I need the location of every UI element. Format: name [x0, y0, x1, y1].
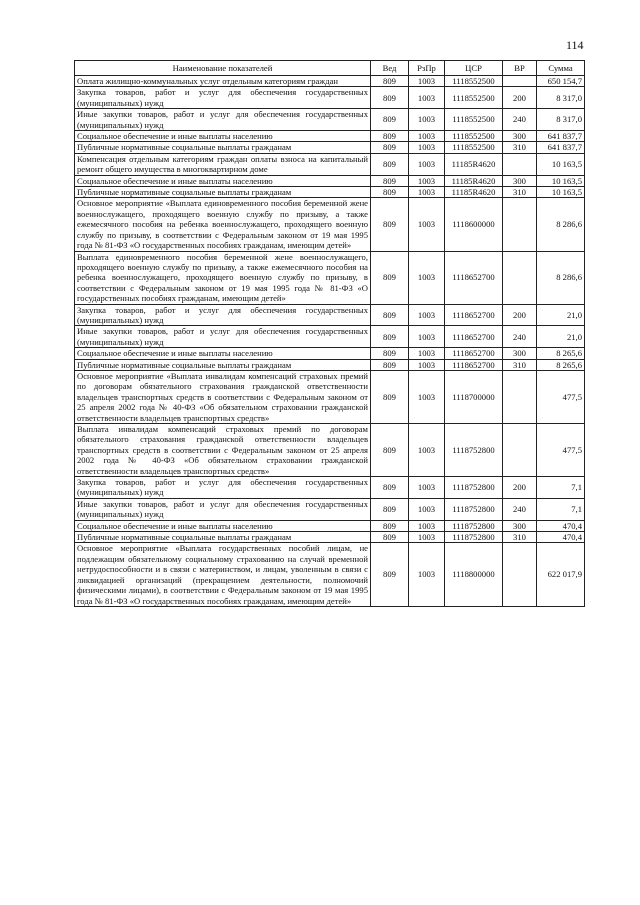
- table-row: [75, 520, 585, 531]
- cell-sum: 10 163,5: [537, 153, 585, 175]
- cell-sum: 8 265,6: [537, 348, 585, 359]
- cell-sum: 8 286,6: [537, 251, 585, 304]
- table-row: [75, 359, 585, 370]
- cell-rzpr: 1003: [409, 175, 445, 186]
- cell-csr: 1118800000: [445, 543, 503, 606]
- cell-rzpr: 1003: [409, 520, 445, 531]
- cell-ved: 809: [371, 187, 409, 198]
- cell-name: Компенсация отдельным категориям граждан оплаты взноса на капитальный ремонт общего имущества в многоквартирном доме: [75, 153, 371, 175]
- cell-ved: 809: [371, 370, 409, 423]
- cell-vr: 310: [503, 187, 537, 198]
- cell-name: Оплата жилищно-коммунальных услуг отдельным категориям граждан: [75, 76, 371, 87]
- cell-csr: 1118552500: [445, 131, 503, 142]
- cell-sum: 650 154,7: [537, 76, 585, 87]
- cell-rzpr: 1003: [409, 543, 445, 606]
- cell-name: Социальное обеспечение и иные выплаты населению: [75, 131, 371, 142]
- cell-csr: 11185R4620: [445, 153, 503, 175]
- cell-name: Социальное обеспечение и иные выплаты населению: [75, 520, 371, 531]
- cell-name: Публичные нормативные социальные выплаты гражданам: [75, 187, 371, 198]
- cell-csr: 1118552500: [445, 76, 503, 87]
- header-vr: ВР: [503, 61, 537, 76]
- cell-csr: 1118652700: [445, 348, 503, 359]
- cell-csr: 1118652700: [445, 251, 503, 304]
- table-row: [75, 142, 585, 153]
- cell-sum: 10 163,5: [537, 175, 585, 186]
- table-header-row: [75, 61, 585, 76]
- cell-ved: 809: [371, 142, 409, 153]
- table-row: [75, 498, 585, 520]
- cell-vr: 200: [503, 304, 537, 326]
- cell-csr: 1118652700: [445, 359, 503, 370]
- cell-ved: 809: [371, 532, 409, 543]
- cell-vr: 300: [503, 520, 537, 531]
- cell-vr: 300: [503, 175, 537, 186]
- cell-ved: 809: [371, 348, 409, 359]
- cell-name: Выплата инвалидам компенсаций страховых премий по договорам обязательного страхования гражданской ответственности владельцев транспортных средств в соответствии с Федеральным законом от 25 апреля 2002 года № 40-ФЗ «Об обязательном страховании гражданской ответственности владельцев транспортных средств»: [75, 424, 371, 477]
- header-rzpr: РзПр: [409, 61, 445, 76]
- cell-ved: 809: [371, 153, 409, 175]
- cell-name: Социальное обеспечение и иные выплаты населению: [75, 348, 371, 359]
- cell-vr: 300: [503, 131, 537, 142]
- cell-vr: 240: [503, 326, 537, 348]
- cell-sum: 8 265,6: [537, 359, 585, 370]
- cell-rzpr: 1003: [409, 153, 445, 175]
- cell-sum: 470,4: [537, 520, 585, 531]
- cell-csr: 1118652700: [445, 304, 503, 326]
- cell-csr: 11185R4620: [445, 187, 503, 198]
- cell-csr: 1118600000: [445, 198, 503, 251]
- page-number: 114: [566, 38, 584, 52]
- cell-csr: 1118552500: [445, 109, 503, 131]
- cell-csr: 1118752800: [445, 424, 503, 477]
- cell-vr: 310: [503, 359, 537, 370]
- cell-name: Публичные нормативные социальные выплаты гражданам: [75, 532, 371, 543]
- table-row: [75, 198, 585, 251]
- cell-ved: 809: [371, 520, 409, 531]
- table-row: [75, 251, 585, 304]
- cell-sum: 641 837,7: [537, 142, 585, 153]
- cell-name: Иные закупки товаров, работ и услуг для обеспечения государственных (муниципальных) нужд: [75, 326, 371, 348]
- cell-ved: 809: [371, 87, 409, 109]
- table-row: [75, 543, 585, 606]
- cell-name: Иные закупки товаров, работ и услуг для обеспечения государственных (муниципальных) нужд: [75, 109, 371, 131]
- cell-ved: 809: [371, 109, 409, 131]
- cell-sum: 8 317,0: [537, 87, 585, 109]
- cell-vr: [503, 543, 537, 606]
- cell-rzpr: 1003: [409, 498, 445, 520]
- cell-sum: 622 017,9: [537, 543, 585, 606]
- cell-csr: 11185R4620: [445, 175, 503, 186]
- cell-sum: 8 286,6: [537, 198, 585, 251]
- cell-ved: 809: [371, 251, 409, 304]
- cell-vr: [503, 198, 537, 251]
- cell-name: Иные закупки товаров, работ и услуг для обеспечения государственных (муниципальных) нужд: [75, 498, 371, 520]
- cell-rzpr: 1003: [409, 131, 445, 142]
- table-row: [75, 131, 585, 142]
- cell-rzpr: 1003: [409, 304, 445, 326]
- cell-csr: 1118652700: [445, 326, 503, 348]
- cell-vr: [503, 153, 537, 175]
- cell-sum: 470,4: [537, 532, 585, 543]
- table-row: [75, 153, 585, 175]
- cell-name: Закупка товаров, работ и услуг для обеспечения государственных (муниципальных) нужд: [75, 87, 371, 109]
- cell-vr: [503, 424, 537, 477]
- cell-vr: 300: [503, 348, 537, 359]
- cell-vr: 200: [503, 87, 537, 109]
- cell-rzpr: 1003: [409, 251, 445, 304]
- cell-sum: 21,0: [537, 304, 585, 326]
- cell-name: Основное мероприятие «Выплата инвалидам компенсаций страховых премий по договорам обязательного страхования гражданской ответственности владельцев транспортных средств в соответствии с Федеральным законом от 25 апреля 2002 года № 40-ФЗ «Об обязательном страховании гражданской ответственности владельцев транспортных средств»: [75, 370, 371, 423]
- cell-csr: 1118752800: [445, 477, 503, 499]
- cell-ved: 809: [371, 304, 409, 326]
- cell-sum: 7,1: [537, 498, 585, 520]
- cell-ved: 809: [371, 359, 409, 370]
- cell-sum: 10 163,5: [537, 187, 585, 198]
- cell-rzpr: 1003: [409, 477, 445, 499]
- cell-vr: 240: [503, 498, 537, 520]
- table-row: [75, 348, 585, 359]
- cell-vr: [503, 251, 537, 304]
- cell-vr: [503, 76, 537, 87]
- cell-csr: 1118752800: [445, 520, 503, 531]
- cell-csr: 1118752800: [445, 498, 503, 520]
- header-ved: Вед: [371, 61, 409, 76]
- cell-sum: 21,0: [537, 326, 585, 348]
- cell-ved: 809: [371, 477, 409, 499]
- cell-rzpr: 1003: [409, 424, 445, 477]
- cell-ved: 809: [371, 424, 409, 477]
- table-row: [75, 304, 585, 326]
- cell-name: Выплата единовременного пособия беременной жене военнослужащего, проходящего военную службу по призыву, а также ежемесячного пособия на ребенка военнослужащего, проходящего военную службу по призыву, в соответствии с Федеральным законом от 19 мая 1995 года № 81-ФЗ «О государственных пособиях гражданам, имеющим детей»: [75, 251, 371, 304]
- cell-rzpr: 1003: [409, 109, 445, 131]
- cell-ved: 809: [371, 498, 409, 520]
- cell-rzpr: 1003: [409, 76, 445, 87]
- cell-sum: 477,5: [537, 424, 585, 477]
- cell-csr: 1118700000: [445, 370, 503, 423]
- cell-vr: 310: [503, 142, 537, 153]
- cell-name: Основное мероприятие «Выплата государственных пособий лицам, не подлежащим обязательному социальному страхованию на случай временной нетрудоспособности и в связи с материнством, и лицам, уволенным в связи с ликвидацией организаций (прекращением деятельности, полномочий физическими лицами), в соответствии с Федеральным законом от 19 мая 1995 года № 81-ФЗ «О государственных пособиях гражданам, имеющим детей»: [75, 543, 371, 606]
- cell-name: Закупка товаров, работ и услуг для обеспечения государственных (муниципальных) нужд: [75, 304, 371, 326]
- cell-rzpr: 1003: [409, 326, 445, 348]
- cell-csr: 1118752800: [445, 532, 503, 543]
- cell-ved: 809: [371, 175, 409, 186]
- cell-rzpr: 1003: [409, 532, 445, 543]
- table-row: [75, 87, 585, 109]
- table-row: [75, 424, 585, 477]
- cell-csr: 1118552500: [445, 87, 503, 109]
- table-row: [75, 326, 585, 348]
- cell-rzpr: 1003: [409, 348, 445, 359]
- cell-csr: 1118552500: [445, 142, 503, 153]
- cell-ved: 809: [371, 326, 409, 348]
- cell-rzpr: 1003: [409, 370, 445, 423]
- cell-ved: 809: [371, 131, 409, 142]
- cell-name: Публичные нормативные социальные выплаты гражданам: [75, 142, 371, 153]
- cell-sum: 7,1: [537, 477, 585, 499]
- budget-table: [74, 60, 585, 607]
- table-row: [75, 76, 585, 87]
- cell-ved: 809: [371, 76, 409, 87]
- table-row: [75, 532, 585, 543]
- cell-rzpr: 1003: [409, 187, 445, 198]
- cell-vr: [503, 370, 537, 423]
- cell-ved: 809: [371, 198, 409, 251]
- cell-vr: 310: [503, 532, 537, 543]
- cell-rzpr: 1003: [409, 87, 445, 109]
- cell-name: Социальное обеспечение и иные выплаты населению: [75, 175, 371, 186]
- cell-rzpr: 1003: [409, 198, 445, 251]
- table-row: [75, 109, 585, 131]
- table-row: [75, 187, 585, 198]
- cell-name: Основное мероприятие «Выплата единовременного пособия беременной жене военнослужащего, проходящего военную службу по призыву, а также ежемесячного пособия на ребенка военнослужащего, проходящего военную службу по призыву, в соответствии с Федеральным законом от 19 мая 1995 года № 81-ФЗ «О государственных пособиях гражданам, имеющим детей»: [75, 198, 371, 251]
- cell-vr: 240: [503, 109, 537, 131]
- header-name: Наименование показателей: [75, 61, 371, 76]
- cell-vr: 200: [503, 477, 537, 499]
- cell-sum: 641 837,7: [537, 131, 585, 142]
- cell-ved: 809: [371, 543, 409, 606]
- cell-rzpr: 1003: [409, 359, 445, 370]
- table-row: [75, 175, 585, 186]
- header-sum: Сумма: [537, 61, 585, 76]
- cell-name: Закупка товаров, работ и услуг для обеспечения государственных (муниципальных) нужд: [75, 477, 371, 499]
- table-row: [75, 477, 585, 499]
- cell-sum: 8 317,0: [537, 109, 585, 131]
- cell-sum: 477,5: [537, 370, 585, 423]
- cell-name: Публичные нормативные социальные выплаты гражданам: [75, 359, 371, 370]
- table-row: [75, 370, 585, 423]
- cell-rzpr: 1003: [409, 142, 445, 153]
- header-csr: ЦСР: [445, 61, 503, 76]
